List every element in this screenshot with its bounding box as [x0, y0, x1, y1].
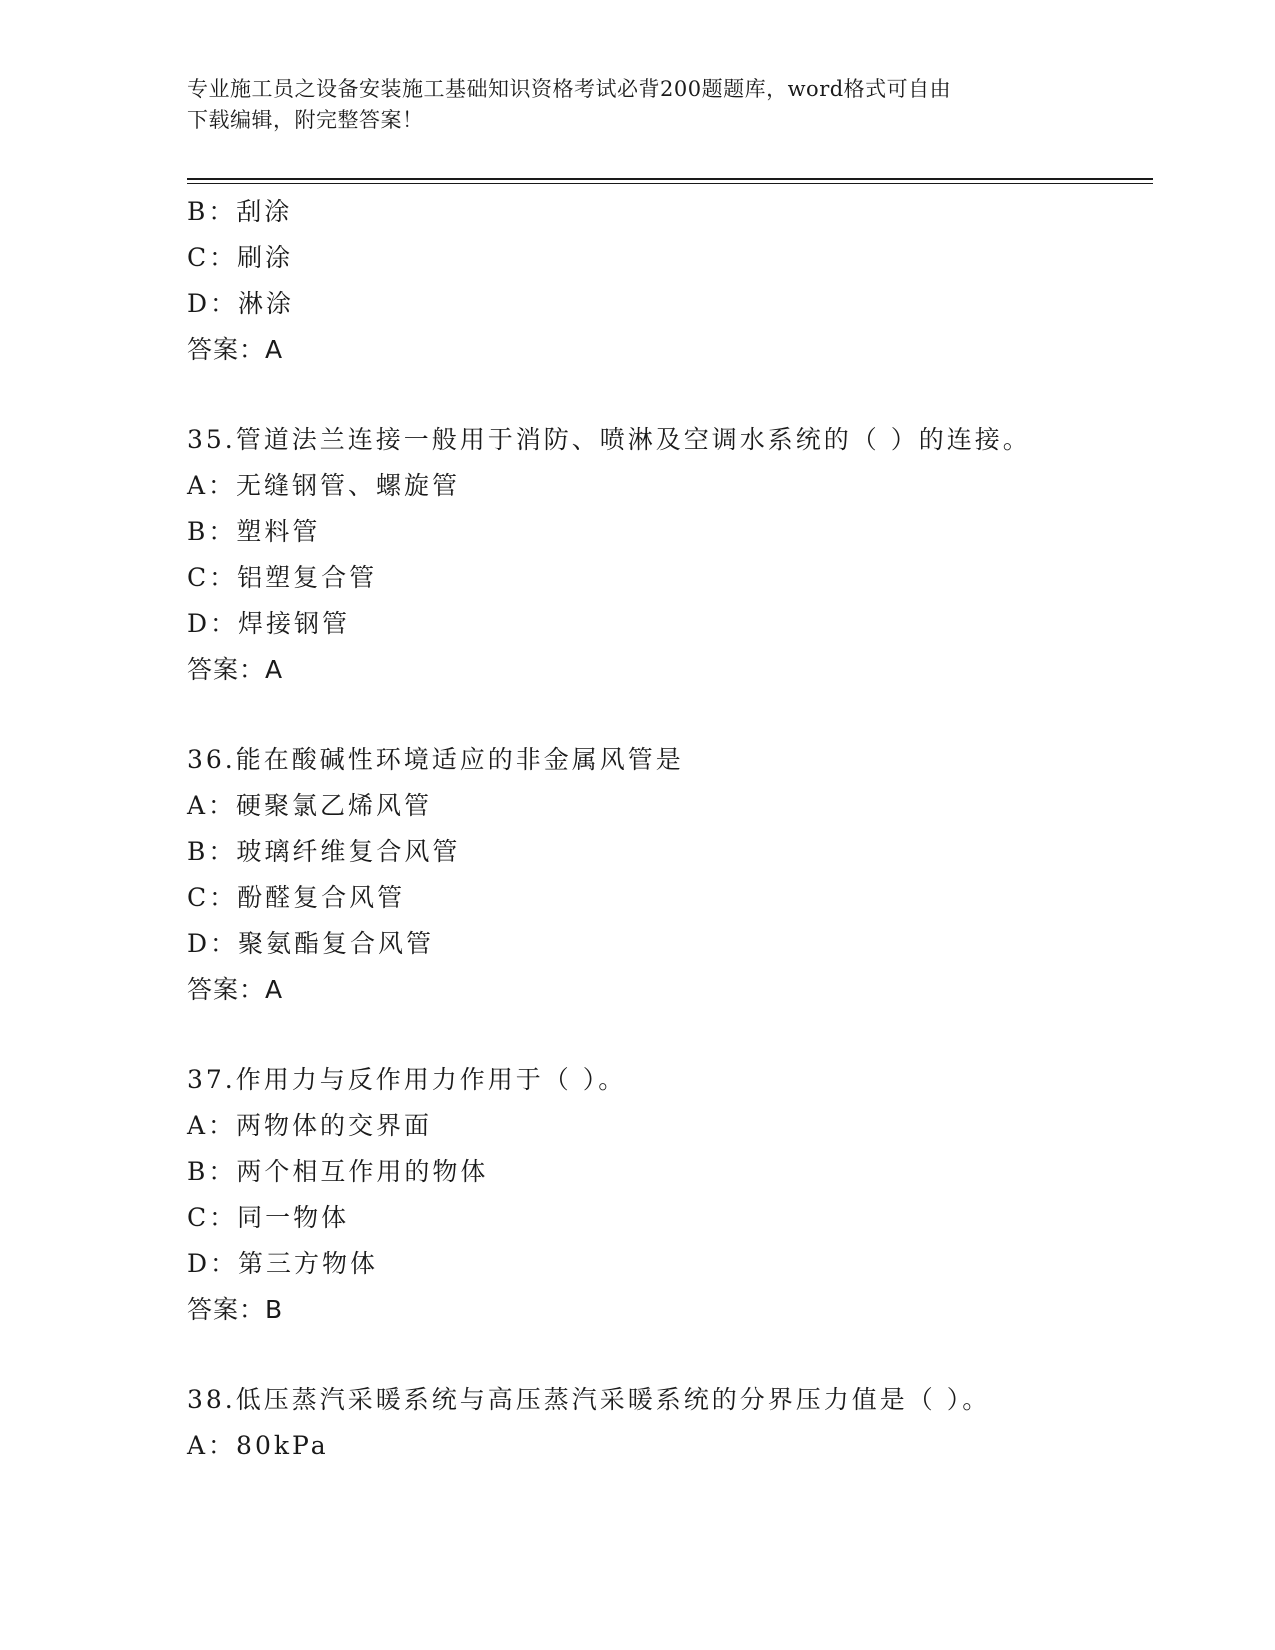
option-c: C：铝塑复合管: [187, 563, 378, 592]
question-list: [187, 189, 1147, 1469]
answer-text: 答案：B: [187, 1295, 284, 1324]
option-a: A：无缝钢管、螺旋管: [187, 471, 461, 500]
answer-text: 答案：A: [187, 975, 284, 1004]
header-line-2: 下载编辑，附完整答案！: [187, 108, 424, 132]
option-a: A：硬聚氯乙烯风管: [187, 791, 433, 820]
header-line-1: 专业施工员之设备安装施工基础知识资格考试必背200题题库，word格式可自由: [187, 77, 952, 101]
question-36: [187, 737, 1147, 1013]
option-b: B：两个相互作用的物体: [187, 1157, 489, 1186]
option-d: D：聚氨酯复合风管: [187, 929, 435, 958]
option-a: A：两物体的交界面: [187, 1111, 433, 1140]
question-stem: 37.作用力与反作用力作用于（ ）。: [187, 1065, 627, 1094]
header-divider-thick: [187, 178, 1153, 180]
question-37: [187, 1057, 1147, 1333]
question-35: [187, 417, 1147, 693]
answer-text: 答案：A: [187, 655, 284, 684]
option-d: D：焊接钢管: [187, 609, 351, 638]
document-header: [187, 74, 1067, 136]
option-c: C：同一物体: [187, 1203, 350, 1232]
question-34-partial: [187, 189, 1147, 373]
question-stem: 38.低压蒸汽采暖系统与高压蒸汽采暖系统的分界压力值是（ ）。: [187, 1385, 991, 1414]
header-divider-thin: [187, 183, 1153, 184]
option-b: B：刮涂: [187, 197, 293, 226]
option-d: D：第三方物体: [187, 1249, 379, 1278]
question-38: [187, 1377, 1147, 1469]
option-b: B：塑料管: [187, 517, 321, 546]
option-d: D：淋涂: [187, 289, 295, 318]
question-stem: 35.管道法兰连接一般用于消防、喷淋及空调水系统的（ ）的连接。: [187, 425, 1031, 454]
option-b: B：玻璃纤维复合风管: [187, 837, 461, 866]
option-a: A：80kPa: [187, 1431, 329, 1460]
option-c: C：酚醛复合风管: [187, 883, 406, 912]
option-c: C：刷涂: [187, 243, 294, 272]
answer-text: 答案：A: [187, 335, 284, 364]
question-stem: 36.能在酸碱性环境适应的非金属风管是: [187, 745, 684, 774]
